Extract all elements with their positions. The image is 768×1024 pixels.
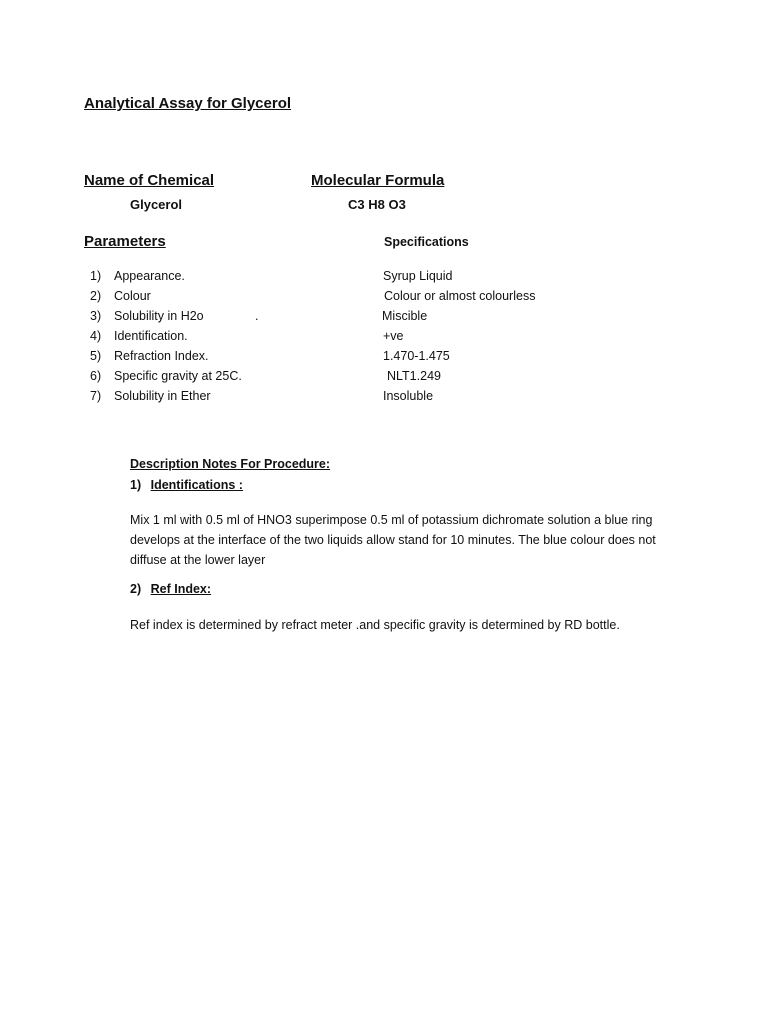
row-number: 5) xyxy=(90,349,102,363)
molecular-formula-header: Molecular Formula xyxy=(311,172,445,189)
table-row xyxy=(90,349,209,363)
table-row xyxy=(90,389,211,403)
row-parameter: Specific gravity at 25C. xyxy=(114,369,242,383)
row-parameter: Solubility in Ether xyxy=(114,389,211,403)
row-specification: Insoluble xyxy=(383,389,434,403)
row-number: 4) xyxy=(90,329,102,343)
row-specification: NLT1.249 xyxy=(387,369,441,383)
section-number: 1) xyxy=(130,478,142,492)
notes-heading: Description Notes For Procedure: xyxy=(130,457,331,471)
section-1-text: Mix 1 ml with 0.5 ml of HNO3 superimpose 0.5 ml of potassium dichromate solution a blue ring develops at the interface of the two liquids allow stand for 10 minutes. The blue colour does not diffuse at the lower layer xyxy=(130,513,656,567)
chemical-name: Glycerol xyxy=(130,197,183,212)
stray-dot: . xyxy=(255,309,259,323)
row-number: 1) xyxy=(90,269,102,283)
table-row xyxy=(90,269,185,283)
table-row xyxy=(90,329,188,343)
table-row xyxy=(90,309,204,323)
section-title: Ref Index: xyxy=(150,582,212,596)
section-1-heading xyxy=(130,478,243,492)
document-title: Analytical Assay for Glycerol xyxy=(84,95,292,112)
specifications-header: Specifications xyxy=(384,235,469,249)
section-2-heading xyxy=(130,582,211,596)
row-parameter: Identification. xyxy=(114,329,188,343)
table-row xyxy=(90,289,151,303)
row-specification: +ve xyxy=(383,329,404,343)
row-number: 6) xyxy=(90,369,102,383)
row-parameter: Refraction Index. xyxy=(114,349,209,363)
row-specification: 1.470-1.475 xyxy=(383,349,450,363)
molecular-formula: C3 H8 O3 xyxy=(348,197,406,212)
row-number: 2) xyxy=(90,289,102,303)
table-row xyxy=(90,369,242,383)
row-number: 7) xyxy=(90,389,102,403)
section-title: Identifications : xyxy=(150,478,243,492)
row-specification: Miscible xyxy=(382,309,428,323)
name-of-chemical-header: Name of Chemical xyxy=(84,172,215,189)
row-specification: Syrup Liquid xyxy=(383,269,453,283)
row-specification: Colour or almost colourless xyxy=(384,289,536,303)
row-parameter: Appearance. xyxy=(114,269,185,283)
section-2-text: Ref index is determined by refract meter .and specific gravity is determined by RD bottle. xyxy=(130,618,620,632)
row-parameter: Colour xyxy=(114,289,151,303)
row-parameter: Solubility in H2o xyxy=(114,309,204,323)
row-number: 3) xyxy=(90,309,102,323)
section-number: 2) xyxy=(130,582,142,596)
parameters-header: Parameters xyxy=(84,233,166,250)
